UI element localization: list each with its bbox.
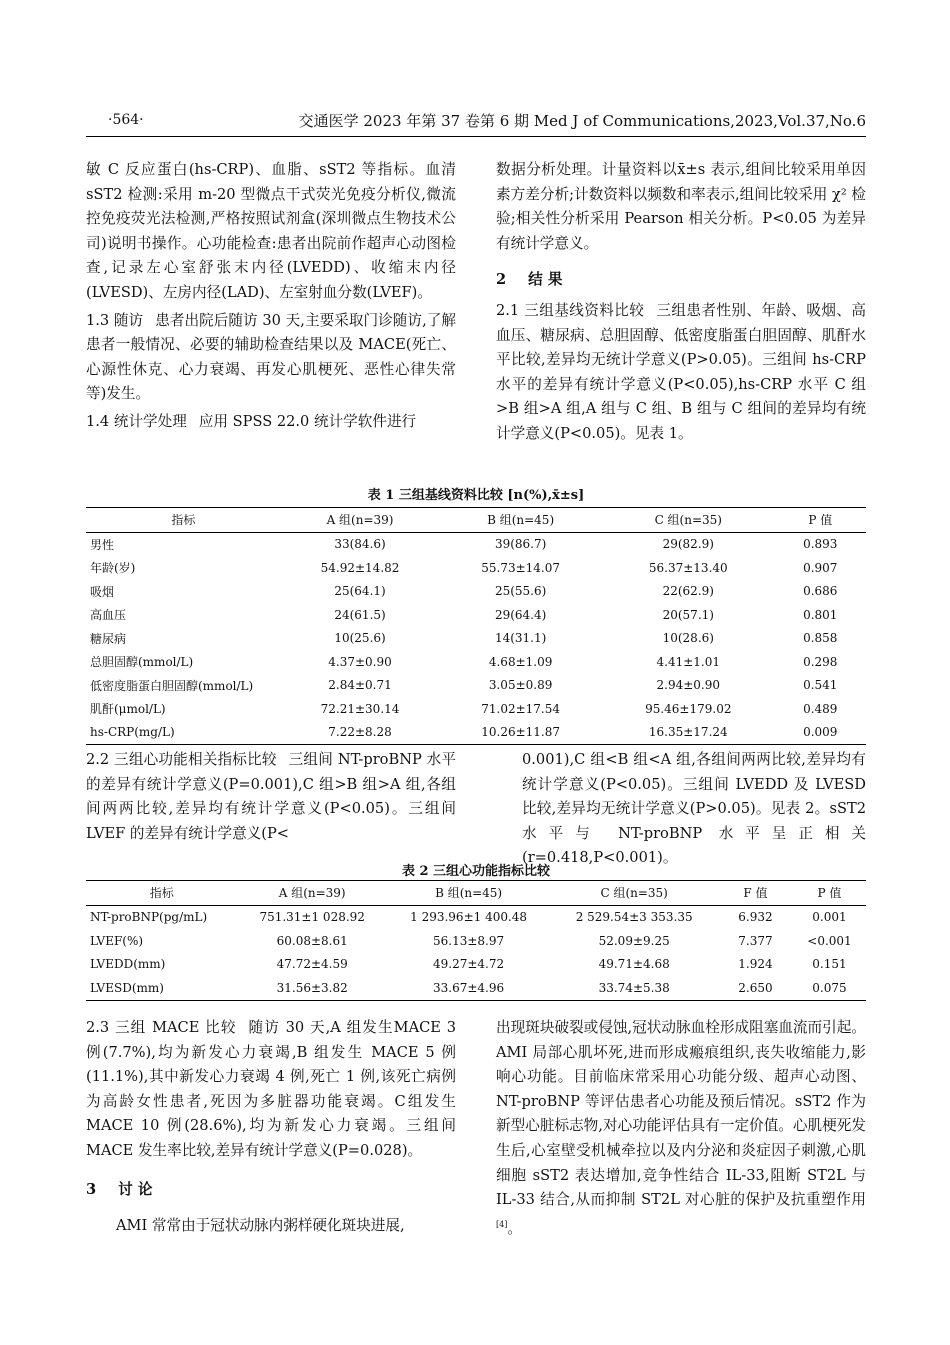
table-cell: 3.05±0.89 bbox=[488, 678, 553, 693]
discussion-paragraph-cont bbox=[496, 1016, 866, 1241]
table-cell: 总胆固醇(mmol/L) bbox=[90, 655, 194, 670]
table-cell: 25(55.6) bbox=[494, 584, 547, 599]
table-row bbox=[86, 674, 866, 698]
table-cell: 男性 bbox=[90, 537, 115, 552]
table-row bbox=[86, 929, 866, 953]
table-cell: 29(64.4) bbox=[494, 607, 547, 622]
table-cell: LVEF(%) bbox=[90, 933, 144, 948]
table-cell: 7.22±8.28 bbox=[281, 721, 439, 745]
table-cell: 33.74±5.38 bbox=[550, 976, 718, 1000]
table-cell: 55.73±14.07 bbox=[481, 560, 560, 575]
section-2-2-text-left: 三组间 NT-proBNP 水平的差异有统计学意义(P=0.001),C 组>B 组>A 组,各组间两两比较,差异均有统计学意义(P<0.05)。三组间 LVEF 的差异有统计学意义(P< bbox=[86, 751, 456, 842]
section-1-3 bbox=[86, 309, 456, 407]
table-row bbox=[86, 603, 866, 627]
table-cell: 0.686 bbox=[803, 584, 838, 599]
table2-header-cell: A 组(n=39) bbox=[238, 881, 387, 906]
journal-citation: 交通医学 2023 年第 37 卷第 6 期 Med J of Communications,2023,Vol.37,No.6 bbox=[298, 112, 866, 130]
table-cell: 高血压 bbox=[90, 608, 127, 623]
discussion-paragraph-start: AMI 常常由于冠状动脉内粥样硬化斑块进展, bbox=[116, 1217, 405, 1235]
table-row bbox=[86, 905, 866, 929]
table-cell: 0.298 bbox=[803, 654, 838, 669]
table-cell: 4.41±1.01 bbox=[656, 654, 721, 669]
section-1-3-heading: 1.3 随访 bbox=[86, 311, 144, 329]
table-row bbox=[86, 580, 866, 604]
table-cell: 24(61.5) bbox=[334, 607, 386, 622]
section-2-3 bbox=[86, 1016, 456, 1164]
table-cell: NT-proBNP(pg/mL) bbox=[90, 910, 208, 925]
right-column-top bbox=[496, 158, 866, 447]
table-cell: 肌酐(μmol/L) bbox=[90, 702, 166, 717]
left-column-bottom bbox=[86, 1016, 456, 1239]
table-cell: 4.37±0.90 bbox=[328, 654, 392, 669]
table-cell: 25(64.1) bbox=[334, 584, 386, 599]
table1-header-cell: B 组(n=45) bbox=[439, 508, 602, 533]
table-2-header-row bbox=[86, 881, 866, 906]
table-cell: 0.489 bbox=[803, 701, 838, 716]
section-2-2-text-right: 0.001),C 组<B 组<A 组,各组间两两比较,差异均有统计学意义(P<0.05)。三组间 LVEDD 及 LVESD 比较,差异均无统计学意义(P>0.05)。见表 2。sST2 水平与 NT-proBNP 水平呈正相关(r=0.418,P<0.001)。 bbox=[522, 751, 866, 867]
table-cell: 0.001 bbox=[812, 910, 847, 925]
table-cell: 糖尿病 bbox=[90, 631, 127, 646]
section-2-title: 结 果 bbox=[528, 271, 563, 289]
table-cell: 14(31.1) bbox=[494, 631, 547, 646]
table-cell: 33.67±4.96 bbox=[387, 976, 551, 1000]
table-cell: 10.26±11.87 bbox=[439, 721, 602, 745]
table-cell: 49.27±4.72 bbox=[433, 957, 505, 972]
table-cell: 39(86.7) bbox=[494, 537, 547, 552]
stats-paragraph: 数据分析处理。计量资料以x̄±s 表示,组间比较采用单因素方差分析;计数资料以频数和率表示,组间比较采用 χ² 检验;相关性分析采用 Pearson 相关分析。P<0.05 为差异有统计学意义。 bbox=[496, 161, 866, 252]
table-cell: 31.56±3.82 bbox=[238, 976, 387, 1000]
table-cell: 0.541 bbox=[803, 678, 838, 693]
table-cell: 49.71±4.68 bbox=[598, 957, 670, 972]
table-cell: 0.075 bbox=[793, 976, 866, 1000]
table-cell: 年龄(岁) bbox=[90, 561, 136, 576]
table-cell: 2.94±0.90 bbox=[656, 678, 721, 693]
table-cell: 0.009 bbox=[775, 721, 866, 745]
table-row bbox=[86, 650, 866, 674]
table-cell: hs-CRP(mg/L) bbox=[86, 721, 281, 745]
section-1-4-heading: 1.4 统计学处理 bbox=[86, 412, 187, 430]
table-cell: 0.801 bbox=[803, 607, 838, 622]
table-cell: 33(84.6) bbox=[334, 537, 386, 552]
table1-header-cell: 指标 bbox=[86, 508, 281, 533]
table2-header-cell: B 组(n=45) bbox=[387, 881, 551, 906]
table-cell: 47.72±4.59 bbox=[276, 957, 348, 972]
table-cell: 95.46±179.02 bbox=[645, 701, 732, 716]
table-cell: 72.21±30.14 bbox=[320, 701, 400, 716]
running-header bbox=[86, 110, 866, 134]
table-cell: 吸烟 bbox=[90, 584, 115, 599]
table-row bbox=[86, 556, 866, 580]
table-row bbox=[86, 953, 866, 977]
section-2-1 bbox=[496, 299, 866, 447]
table-row bbox=[86, 627, 866, 651]
section-2-2-left bbox=[86, 748, 456, 846]
methods-paragraph: 敏 C 反应蛋白(hs-CRP)、血脂、sST2 等指标。血清 sST2 检测:采用 m-20 型微点干式荧光免疫分析仪,微流控免疫荧光法检测,严格按照试剂盒(深圳微点生物技术公司)说明书操作。心功能检查:患者出院前作超声心动图检查,记录左心室舒张末内径(LVEDD)、收缩末内径(LVESD)、左房内径(LAD)、左室射血分数(LVEF)。 bbox=[86, 161, 456, 301]
reference-marker: [4] bbox=[496, 1219, 508, 1229]
table1-header-cell: P 值 bbox=[775, 508, 866, 533]
section-1-3-text: 患者出院后随访 30 天,主要采取门诊随访,了解患者一般情况、必要的辅助检查结果以及 MACE(死亡、心源性休克、心力衰竭、再发心肌梗死、恶性心律失常等)发生。 bbox=[86, 311, 456, 403]
table-cell: 0.907 bbox=[803, 560, 838, 575]
section-3-title: 讨 论 bbox=[118, 1180, 153, 1198]
section-1-4 bbox=[86, 410, 456, 435]
table-cell: LVEDD(mm) bbox=[90, 957, 166, 972]
table-cell: 2.650 bbox=[718, 976, 793, 1000]
header-rule bbox=[86, 136, 866, 137]
table-row bbox=[86, 697, 866, 721]
table-2-caption: 表 2 三组心功能指标比较 bbox=[401, 864, 551, 879]
section-2-heading bbox=[496, 268, 866, 293]
table-cell: 0.151 bbox=[812, 957, 847, 972]
section-2-number: 2 bbox=[496, 271, 507, 289]
section-3-heading bbox=[86, 1178, 456, 1203]
table-1-header-row bbox=[86, 508, 866, 533]
table-cell: 10(25.6) bbox=[334, 631, 386, 646]
table-cell: 10(28.6) bbox=[662, 631, 714, 646]
table-cell: 71.02±17.54 bbox=[481, 701, 560, 716]
table-cell: 2.84±0.71 bbox=[328, 678, 392, 693]
discussion-end: 。 bbox=[507, 1219, 522, 1237]
section-2-2-heading: 2.2 三组心功能相关指标比较 bbox=[86, 751, 277, 768]
table-row bbox=[86, 976, 866, 1000]
table-cell: 20(57.1) bbox=[662, 607, 714, 622]
table-1-caption: 表 1 三组基线资料比较 [n(%),x̄±s] bbox=[367, 488, 585, 503]
table-cell: 22(62.9) bbox=[662, 584, 714, 599]
section-1-4-text: 应用 SPSS 22.0 统计学软件进行 bbox=[198, 412, 417, 430]
table-cell: 60.08±8.61 bbox=[276, 933, 348, 948]
table2-header-cell: C 组(n=35) bbox=[550, 881, 718, 906]
table-cell: <0.001 bbox=[807, 933, 852, 948]
table-cell: 0.893 bbox=[803, 537, 838, 552]
table-cell: 56.37±13.40 bbox=[648, 560, 728, 575]
section-2-1-heading: 2.1 三组基线资料比较 bbox=[496, 301, 645, 319]
table-cell: 1.924 bbox=[738, 957, 773, 972]
table-cell: 29(82.9) bbox=[662, 537, 714, 552]
discussion-text: 出现斑块破裂或侵蚀,冠状动脉血栓形成阻塞血流而引起。AMI 局部心肌坏死,进而形成瘢痕组织,丧失收缩能力,影响心功能。目前临床常采用心功能分级、超声心动图、NT-proBNP 等评估患者心功能及预后情况。sST2 作为新型心脏标志物,对心功能评估具有一定价值。心肌梗死发生后,心室壁受机械牵拉以及内分泌和炎症因子刺激,心肌细胞 sST2 表达增加,竞争性结合 IL-33,阻断 ST2L 与 IL-33 结合,从而抑制 ST2L 对心脏的保护及抗重塑作用 bbox=[496, 1019, 866, 1209]
table-cell: 低密度脂蛋白胆固醇(mmol/L) bbox=[90, 678, 254, 693]
section-2-2-right bbox=[522, 748, 866, 871]
section-3-number: 3 bbox=[86, 1180, 97, 1198]
section-2-3-text: 随访 30 天,A 组发生MACE 3 例(7.7%),均为新发心力衰竭,B 组发生 MACE 5 例(11.1%),其中新发心力衰竭 4 例,死亡 1 例,该死亡病例为高龄女性患者,死因为多脏器功能衰竭。C组发生 MACE 10 例(28.6%),均为新发心力衰竭。三组间 MACE 发生率比较,差异有统计学意义(P=0.028)。 bbox=[86, 1019, 456, 1159]
page-number: ·564· bbox=[108, 112, 144, 128]
table2-header-cell: 指标 bbox=[86, 881, 238, 906]
table-cell: 0.858 bbox=[803, 631, 838, 646]
table-row bbox=[86, 532, 866, 556]
table-cell: 751.31±1 028.92 bbox=[259, 910, 365, 925]
table-cell: 1 293.96±1 400.48 bbox=[410, 910, 528, 925]
table-cell: 2 529.54±3 353.35 bbox=[575, 910, 693, 925]
table-1 bbox=[86, 507, 866, 745]
table-2 bbox=[86, 880, 866, 1001]
table1-header-cell: A 组(n=39) bbox=[281, 508, 439, 533]
table-cell: 56.13±8.97 bbox=[433, 933, 505, 948]
table-cell: 4.68±1.09 bbox=[488, 654, 553, 669]
table1-header-cell: C 组(n=35) bbox=[602, 508, 775, 533]
right-column-bottom bbox=[496, 1016, 866, 1241]
table2-header-cell: P 值 bbox=[793, 881, 866, 906]
table-cell: 6.932 bbox=[738, 910, 773, 925]
table2-header-cell: F 值 bbox=[718, 881, 793, 906]
table-cell: 52.09±9.25 bbox=[598, 933, 670, 948]
left-column-top bbox=[86, 158, 456, 435]
table-cell: 7.377 bbox=[738, 933, 773, 948]
table-row bbox=[86, 721, 866, 745]
section-2-3-heading: 2.3 三组 MACE 比较 bbox=[86, 1019, 237, 1036]
table-cell: LVESD(mm) bbox=[86, 976, 238, 1000]
section-2-1-text: 三组患者性别、年龄、吸烟、高血压、糖尿病、总胆固醇、低密度脂蛋白胆固醇、肌酐水平比较,差异均无统计学意义(P>0.05)。三组间 hs-CRP 水平的差异有统计学意义(P<0.05),hs-CRP 水平 C 组>B 组>A 组,A 组与 C 组、B 组与 C 组间的差异均有统计学意义(P<0.05)。见表 1。 bbox=[496, 301, 866, 442]
table-cell: 16.35±17.24 bbox=[602, 721, 775, 745]
table-cell: 54.92±14.82 bbox=[320, 560, 400, 575]
